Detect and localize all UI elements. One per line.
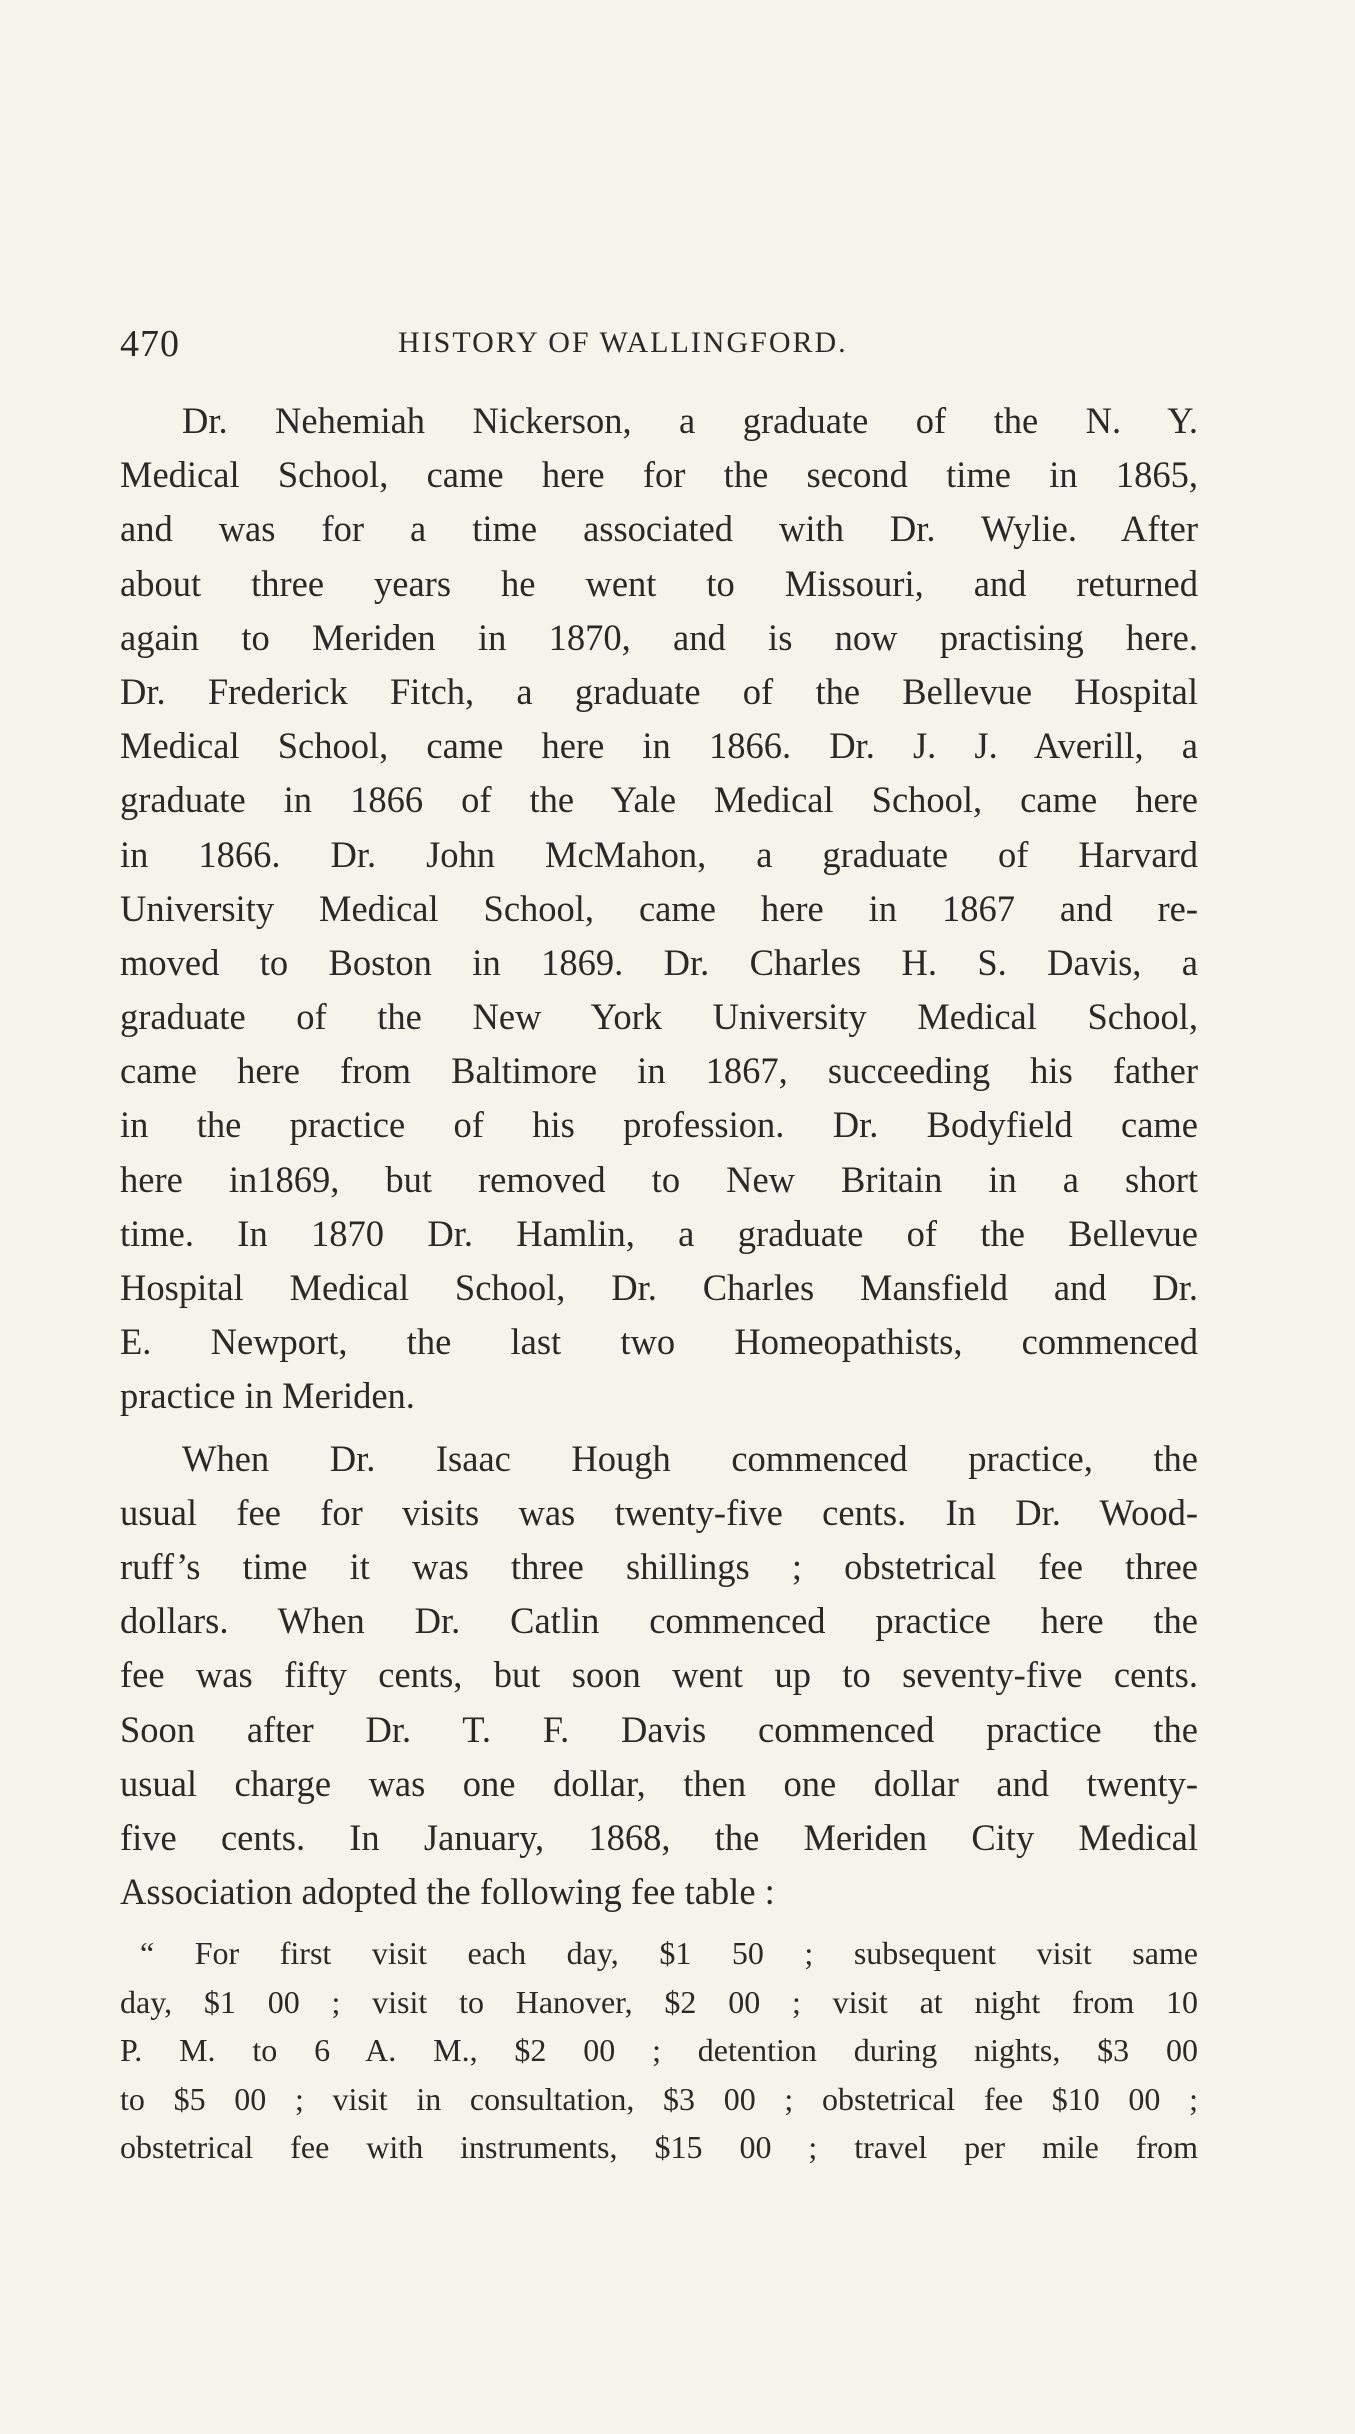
- text-line: in 1866. Dr. John McMahon, a graduate of Harvard: [120, 833, 1198, 875]
- text-line: usual charge was one dollar, then one dollar and twenty-: [120, 1762, 1198, 1804]
- text-line: E. Newport, the last two Homeopathists, commenced: [120, 1321, 1198, 1363]
- running-title: HISTORY OF WALLINGFORD.: [398, 326, 848, 359]
- quote-line: “ For first visit each day, $1 50 ; subsequent visit same: [140, 1935, 1198, 1972]
- text-line: Medical School, came here in 1866. Dr. J. J. Averill, a: [120, 725, 1198, 767]
- quote-line: P. M. to 6 A. M., $2 00 ; detention during nights, $3 00: [120, 2032, 1198, 2069]
- text-line: in the practice of his profession. Dr. Bodyfield came: [120, 1104, 1198, 1146]
- fee-table-quote: [120, 1929, 1198, 2172]
- quote-line: to $5 00 ; visit in consultation, $3 00 ; obstetrical fee $10 00 ;: [120, 2080, 1198, 2117]
- text-line: Dr. Nehemiah Nickerson, a graduate of the N. Y.: [182, 400, 1198, 441]
- text-line: dollars. When Dr. Catlin commenced practice here the: [120, 1600, 1198, 1642]
- text-line: and was for a time associated with Dr. Wylie. After: [120, 508, 1198, 550]
- quote-line: obstetrical fee with instruments, $15 00 ; travel per mile from: [120, 2129, 1198, 2166]
- paragraph-fees: [120, 1432, 1198, 1920]
- paragraph-physicians: [120, 394, 1198, 1424]
- text-line: Dr. Frederick Fitch, a graduate of the Bellevue Hospital: [120, 670, 1198, 712]
- running-head: [120, 322, 1200, 366]
- text-line: came here from Baltimore in 1867, succeeding his father: [120, 1050, 1198, 1092]
- quote-line: day, $1 00 ; visit to Hanover, $2 00 ; visit at night from 10: [120, 1983, 1198, 2020]
- text-line: Association adopted the following fee table :: [120, 1871, 775, 1913]
- text-line: Medical School, came here for the second time in 1865,: [120, 454, 1198, 496]
- text-line: Soon after Dr. T. F. Davis commenced practice the: [120, 1708, 1198, 1750]
- text-line: usual fee for visits was twenty-five cents. In Dr. Wood-: [120, 1491, 1198, 1533]
- page-number: 470: [120, 323, 180, 365]
- text-line: Hospital Medical School, Dr. Charles Mansfield and Dr.: [120, 1267, 1198, 1308]
- body-text: [120, 394, 1198, 2172]
- text-line: fee was fifty cents, but soon went up to seventy-five cents.: [120, 1654, 1198, 1696]
- text-line: here in1869, but removed to New Britain in a short: [120, 1158, 1198, 1200]
- text-line: graduate of the New York University Medical School,: [120, 996, 1198, 1038]
- text-line: University Medical School, came here in 1867 and re-: [120, 887, 1198, 929]
- text-line: ruff’s time it was three shillings ; obstetrical fee three: [120, 1545, 1198, 1587]
- text-line: time. In 1870 Dr. Hamlin, a graduate of the Bellevue: [120, 1212, 1198, 1254]
- text-line: practice in Meriden.: [120, 1375, 415, 1417]
- text-line: When Dr. Isaac Hough commenced practice, the: [182, 1437, 1198, 1479]
- text-line: graduate in 1866 of the Yale Medical School, came here: [120, 779, 1198, 821]
- text-line: again to Meriden in 1870, and is now practising here.: [120, 616, 1198, 658]
- text-line: about three years he went to Missouri, and returned: [120, 562, 1198, 604]
- text-line: five cents. In January, 1868, the Meriden City Medical: [120, 1816, 1198, 1858]
- text-line: moved to Boston in 1869. Dr. Charles H. S. Davis, a: [120, 941, 1198, 983]
